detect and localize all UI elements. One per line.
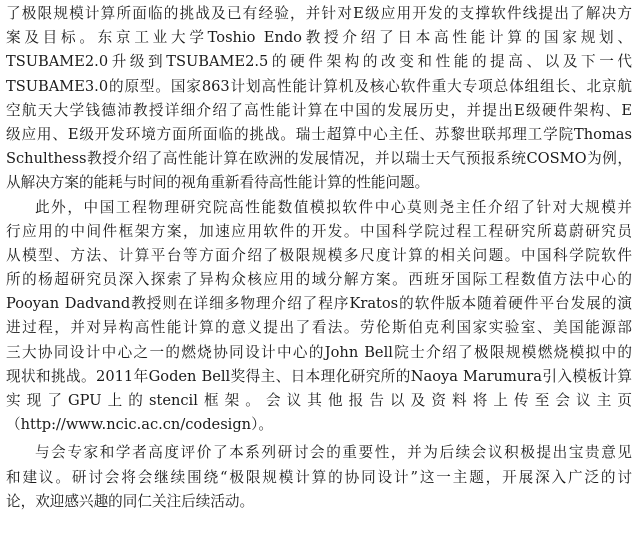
text-line: 从模型、方法、计算平台等方面介绍了极限规模多尺度计算的相关问题。中国科学院软件 (6, 246, 632, 264)
text-line: 从解决方案的能耗与时间的视角重新看待高性能计算的性能问题。 (6, 174, 430, 192)
text-line: 空航天大学钱德沛教授详细介绍了高性能计算在中国的发展历史，并提出E级硬件架构、E (6, 101, 632, 119)
text-line: 实现了GPU上的stencil框架。会议其他报告以及资料将上传至会议主页 (6, 392, 632, 409)
text-line: 级应用、E级开发环境方面所面临的挑战。瑞士超算中心主任、苏黎世联邦理工学院Thomas (6, 125, 632, 143)
text-line: TSUBAME3.0的原型。国家863计划高性能计算机及核心软件重大专项总体组组长、北京航 (6, 77, 632, 95)
text-line: 现状和挑战。2011年Goden Bell奖得主、日本理化研究所的Naoya Marumura引入模板计算 (6, 367, 632, 385)
text-line: 案及目标。东京工业大学Toshio Endo教授介绍了日本高性能计算的国家规划、 (6, 29, 632, 47)
text-line: 三大协同设计中心之一的燃烧协同设计中心的John Bell院士介绍了极限规模燃烧模拟中的 (6, 343, 632, 361)
paragraph-2 (6, 196, 632, 438)
text-line: （http://www.ncic.ac.cn/codesign）。 (6, 416, 273, 434)
document-page (6, 2, 632, 514)
paragraph-1 (6, 2, 632, 196)
text-line: 所的杨超研究员深入探索了异构众核应用的域分解方案。西班牙国际工程数值方法中心的 (6, 271, 632, 289)
text-line: 此外，中国工程物理研究院高性能数值模拟软件中心莫则尧主任介绍了针对大规模并 (35, 198, 632, 216)
text-line: 和建议。研讨会将会继续围绕“极限规模计算的协同设计”这一主题，开展深入广泛的讨 (6, 468, 632, 486)
text-line: 进过程，并对异构高性能计算的意义提出了看法。劳伦斯伯克利国家实验室、美国能源部 (6, 319, 632, 337)
text-line: TSUBAME2.0升级到TSUBAME2.5的硬件架构的改变和性能的提高、以及下一代 (6, 53, 632, 71)
paragraph-3 (6, 441, 632, 514)
text-line: 论，欢迎感兴趣的同仁关注后续活动。 (6, 492, 255, 510)
text-line: 行应用的中间件框架方案，加速应用软件的开发。中国科学院过程工程研究所葛蔚研究员 (6, 222, 632, 240)
text-line: Schulthess教授介绍了高性能计算在欧洲的发展情况，并以瑞士天气预报系统COSMO为例， (6, 150, 632, 168)
text-line: 了极限规模计算所面临的挑战及已有经验，并针对E级应用开发的支撑软件线提出了解决方 (6, 5, 632, 22)
text-line: 与会专家和学者高度评价了本系列研讨会的重要性，并为后续会议积极提出宝贵意见 (35, 444, 632, 462)
text-line: Pooyan Dadvand教授则在详细多物理介绍了程序Kratos的软件版本随着硬件平台发展的演 (6, 295, 632, 313)
